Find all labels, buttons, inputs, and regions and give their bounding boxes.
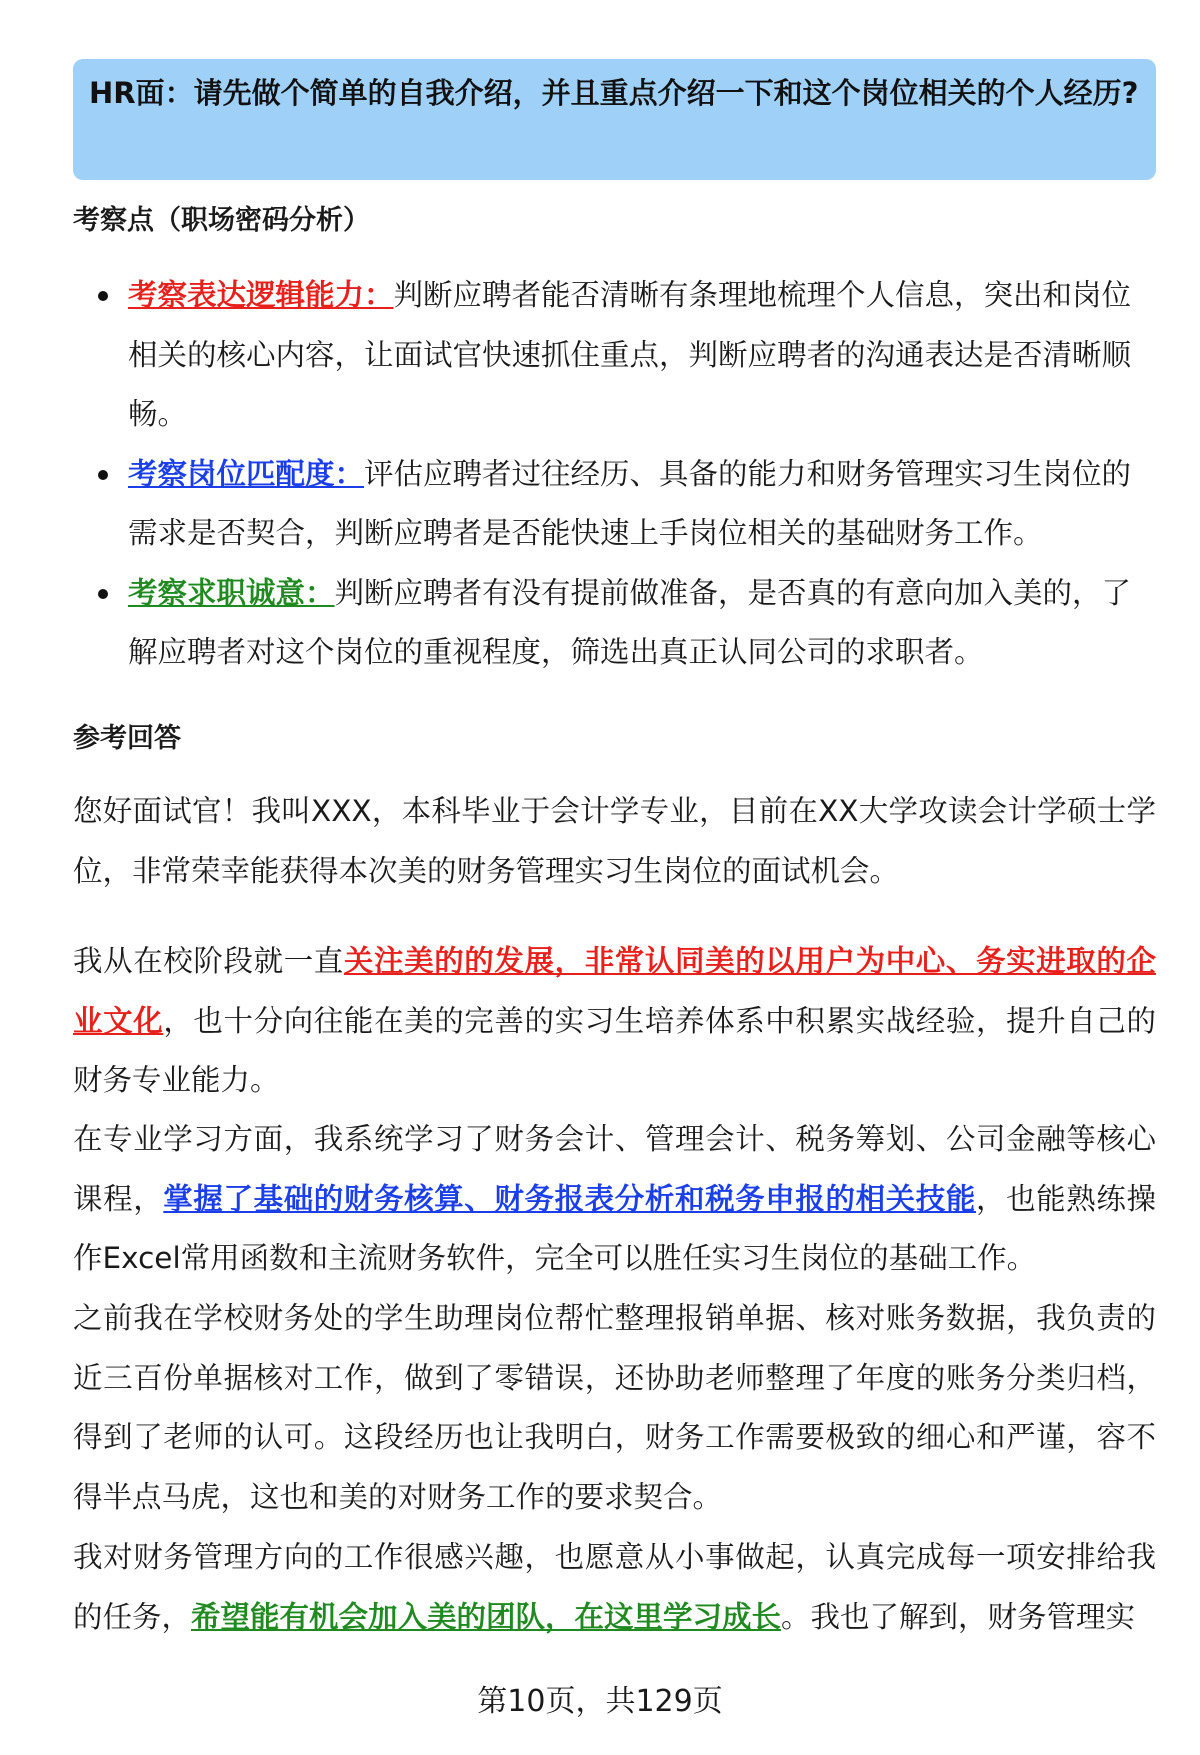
- highlight: 掌握了基础的财务核算、财务报表分析和税务申报的相关技能: [163, 1181, 976, 1216]
- point-key: 考察表达逻辑能力：: [128, 278, 394, 312]
- highlight: 关注美的的发展，非常认同美的以用户为中心、务实进取的企业文化: [73, 944, 1156, 1038]
- answer-paragraph-2: [73, 932, 1156, 1111]
- point-logic: [73, 266, 1156, 445]
- answer-heading: 参考回答: [73, 723, 181, 754]
- point-text: 判断应聘者有没有提前做准备，是否真的有意向加入美的，了解应聘者对这个岗位的重视程度，筛选出真正认同公司的求职者。: [128, 575, 1132, 669]
- point-text: 评估应聘者过往经历、具备的能力和财务管理实习生岗位的需求是否契合，判断应聘者是否能快速上手岗位相关的基础财务工作。: [128, 456, 1132, 550]
- answer-paragraph-5: [73, 1528, 1156, 1647]
- answer-paragraph-3: [73, 1110, 1156, 1289]
- analysis-heading: 考察点（职场密码分析）: [73, 205, 370, 236]
- point-match: [73, 445, 1156, 564]
- analysis-points: [73, 266, 1156, 683]
- answer-paragraph-1: 您好面试官！我叫XXX，本科毕业于会计学专业，目前在XX大学攻读会计学硕士学位，非常荣幸能获得本次美的财务管理实习生岗位的面试机会。: [73, 794, 1156, 888]
- question-box: [73, 59, 1156, 180]
- text: 在专业学习方面，我系统学习了财务会计、管理会计、税务筹划、公司金融等核心课程，: [73, 1122, 1156, 1216]
- point-key: 考察求职诚意：: [128, 575, 335, 610]
- question-title: HR面：请先做个简单的自我介绍，并且重点介绍一下和这个岗位相关的个人经历?: [89, 76, 1139, 110]
- text: 我对财务管理方向的工作很感兴趣，也愿意从小事做起，认真完成每一项安排给我的任务，: [73, 1540, 1156, 1634]
- point-key: 考察岗位匹配度：: [128, 456, 365, 491]
- point-text: 判断应聘者能否清晰有条理地梳理个人信息，突出和岗位相关的核心内容，让面试官快速抓住重点，判断应聘者的沟通表达是否清晰顺畅。: [128, 278, 1132, 431]
- page-number: 第10页，共129页: [477, 1684, 723, 1719]
- text: ，也十分向往能在美的完善的实习生培养体系中积累实战经验，提升自己的财务专业能力。: [73, 1003, 1156, 1097]
- text: 我从在校阶段就一直: [73, 944, 344, 978]
- highlight: 希望能有机会加入美的团队，在这里学习成长: [191, 1599, 782, 1634]
- text: 。我也了解到，财务管理实: [781, 1599, 1136, 1634]
- answer-paragraph-4: 之前我在学校财务处的学生助理岗位帮忙整理报销单据、核对账务数据，我负责的近三百份单据核对工作，做到了零错误，还协助老师整理了年度的账务分类归档，得到了老师的认可。这段经历也让我明白，财务工作需要极致的细心和严谨，容不得半点马虎，这也和美的对财务工作的要求契合。: [73, 1301, 1156, 1514]
- point-sincerity: [73, 564, 1156, 683]
- text: ，也能熟练操作Excel常用函数和主流财务软件，完全可以胜任实习生岗位的基础工作。: [73, 1181, 1156, 1275]
